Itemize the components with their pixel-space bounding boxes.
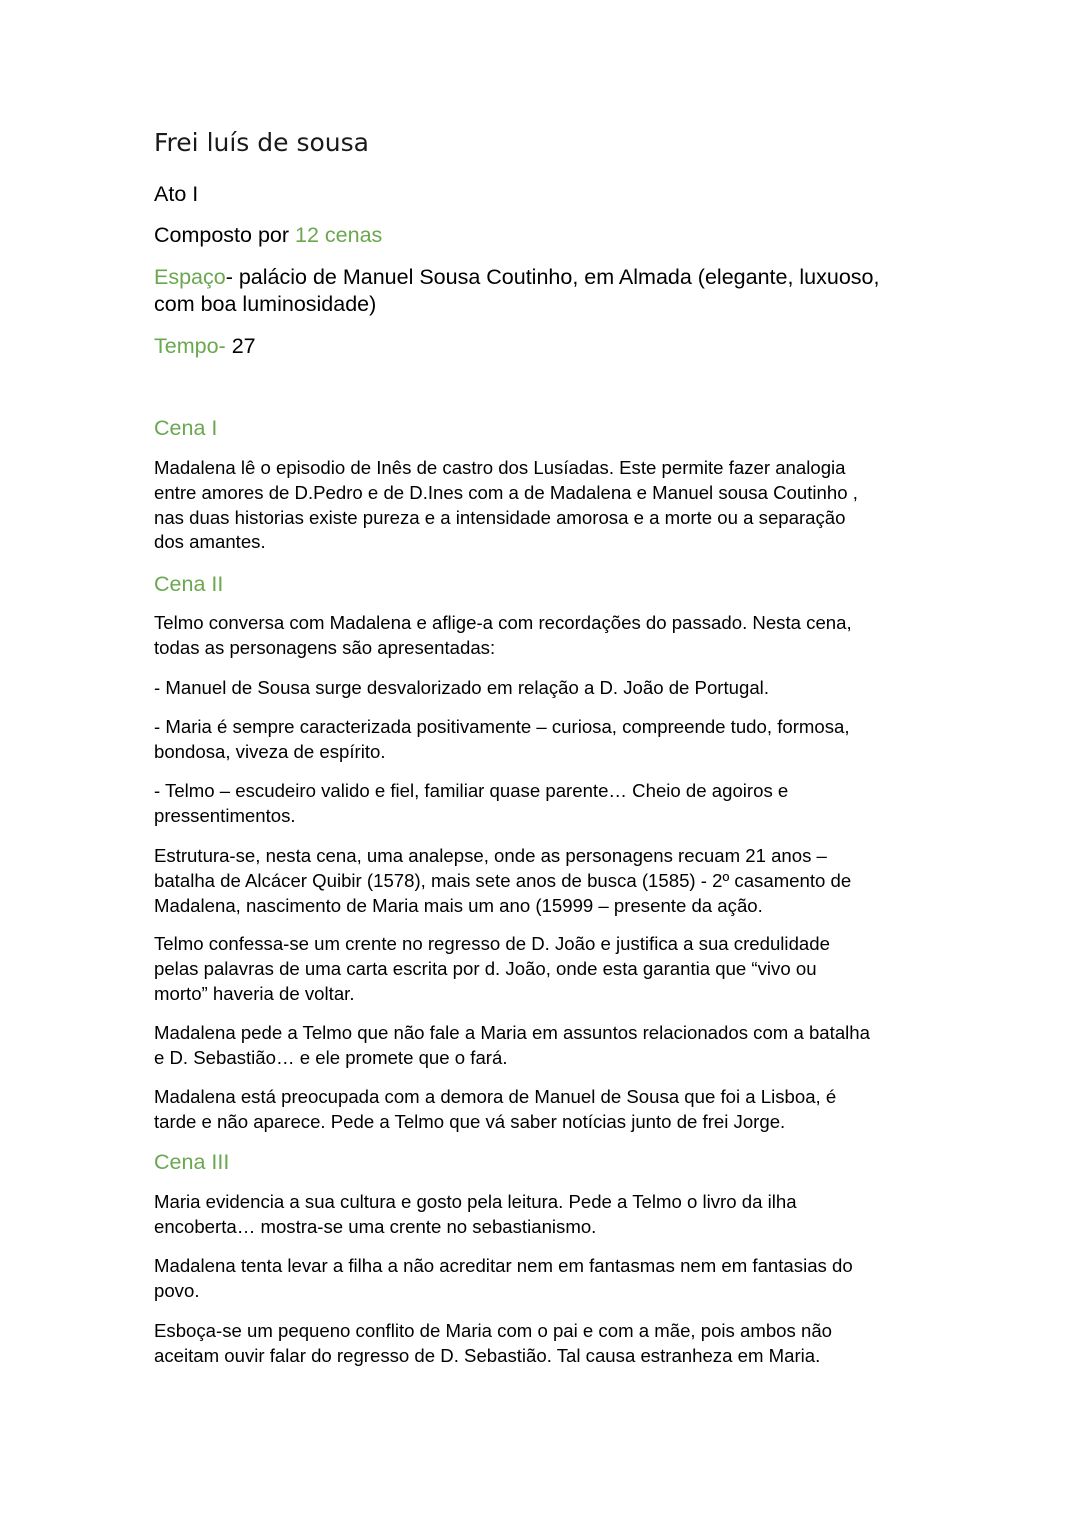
- paragraph-line: Madalena pede a Telmo que não fale a Maria em assuntos relacionados com a batalha: [154, 1022, 870, 1043]
- paragraph-line: encoberta… mostra-se uma crente no sebastianismo.: [154, 1215, 597, 1237]
- composition-label: Composto por: [154, 223, 290, 247]
- paragraph-line: morto” haveria de voltar.: [154, 982, 355, 1004]
- paragraph-line: dos amantes.: [154, 531, 266, 553]
- scene-1-paragraph-1: [154, 456, 944, 555]
- scene-2-paragraph-7: [154, 1021, 944, 1071]
- space-line: [154, 264, 880, 291]
- paragraph-line: - Telmo – escudeiro valido e fiel, familiar quase parente… Cheio de agoiros e: [154, 780, 789, 801]
- paragraph-line: aceitam ouvir falar do regresso de D. Sebastião. Tal causa estranheza em Maria.: [154, 1344, 821, 1366]
- time-line: [154, 333, 256, 360]
- paragraph-line: Telmo conversa com Madalena e aflige-a com recordações do passado. Nesta cena,: [154, 612, 852, 633]
- scene-2-paragraph-8: [154, 1085, 944, 1135]
- space-text-line2: com boa luminosidade): [154, 292, 377, 316]
- paragraph-line: - Manuel de Sousa surge desvalorizado em relação a D. João de Portugal.: [154, 677, 769, 698]
- paragraph-line: entre amores de D.Pedro e de D.Ines com a de Madalena e Manuel sousa Coutinho ,: [154, 481, 858, 503]
- paragraph-line: Madalena tenta levar a filha a não acreditar nem em fantasmas nem em fantasias do: [154, 1255, 853, 1276]
- paragraph-line: bondosa, viveza de espírito.: [154, 740, 386, 762]
- scene-3-paragraph-2: [154, 1254, 944, 1304]
- scene-3-paragraph-1: [154, 1190, 944, 1240]
- document-title: Frei luís de sousa: [154, 128, 369, 157]
- scene-heading-2: Cena II: [154, 572, 224, 596]
- paragraph-line: e D. Sebastião… e ele promete que o fará.: [154, 1046, 508, 1068]
- paragraph-line: todas as personagens são apresentadas:: [154, 636, 496, 658]
- composition-line: [154, 222, 382, 249]
- time-value: 27: [231, 334, 256, 358]
- space-text-line1: - palácio de Manuel Sousa Coutinho, em Almada (elegante, luxuoso,: [225, 265, 880, 289]
- scene-2-paragraph-2: [154, 676, 944, 701]
- scene-2-paragraph-4: [154, 779, 944, 829]
- composition-value: 12 cenas: [295, 223, 383, 247]
- paragraph-line: pressentimentos.: [154, 804, 296, 826]
- paragraph-line: Madalena lê o episodio de Inês de castro dos Lusíadas. Este permite fazer analogia: [154, 457, 846, 478]
- time-label: Tempo-: [154, 334, 226, 358]
- scene-2-paragraph-6: [154, 932, 944, 1006]
- scene-2-paragraph-1: [154, 611, 944, 661]
- paragraph-line: Esboça-se um pequeno conflito de Maria com o pai e com a mãe, pois ambos não: [154, 1320, 833, 1341]
- scene-heading-3: Cena III: [154, 1150, 230, 1174]
- paragraph-line: povo.: [154, 1279, 200, 1301]
- paragraph-line: Maria evidencia a sua cultura e gosto pela leitura. Pede a Telmo o livro da ilha: [154, 1191, 797, 1212]
- scene-2-paragraph-3: [154, 715, 944, 765]
- act-label: Ato I: [154, 182, 199, 206]
- paragraph-line: - Maria é sempre caracterizada positivamente – curiosa, compreende tudo, formosa,: [154, 716, 850, 737]
- paragraph-line: Estrutura-se, nesta cena, uma analepse, onde as personagens recuam 21 anos –: [154, 845, 827, 866]
- scene-2-paragraph-5: [154, 844, 944, 918]
- paragraph-line: pelas palavras de uma carta escrita por d. João, onde esta garantia que “vivo ou: [154, 957, 817, 979]
- paragraph-line: Madalena, nascimento de Maria mais um ano (15999 – presente da ação.: [154, 894, 763, 916]
- paragraph-line: nas duas historias existe pureza e a intensidade amorosa e a morte ou a separação: [154, 506, 846, 528]
- paragraph-line: tarde e não aparece. Pede a Telmo que vá saber notícias junto de frei Jorge.: [154, 1110, 786, 1132]
- paragraph-line: Telmo confessa-se um crente no regresso de D. João e justifica a sua credulidade: [154, 933, 830, 954]
- paragraph-line: Madalena está preocupada com a demora de Manuel de Sousa que foi a Lisboa, é: [154, 1086, 837, 1107]
- paragraph-line: batalha de Alcácer Quibir (1578), mais sete anos de busca (1585) - 2º casamento de: [154, 869, 852, 891]
- scene-heading-1: Cena I: [154, 416, 218, 440]
- space-label: Espaço: [154, 265, 226, 289]
- scene-3-paragraph-3: [154, 1319, 944, 1369]
